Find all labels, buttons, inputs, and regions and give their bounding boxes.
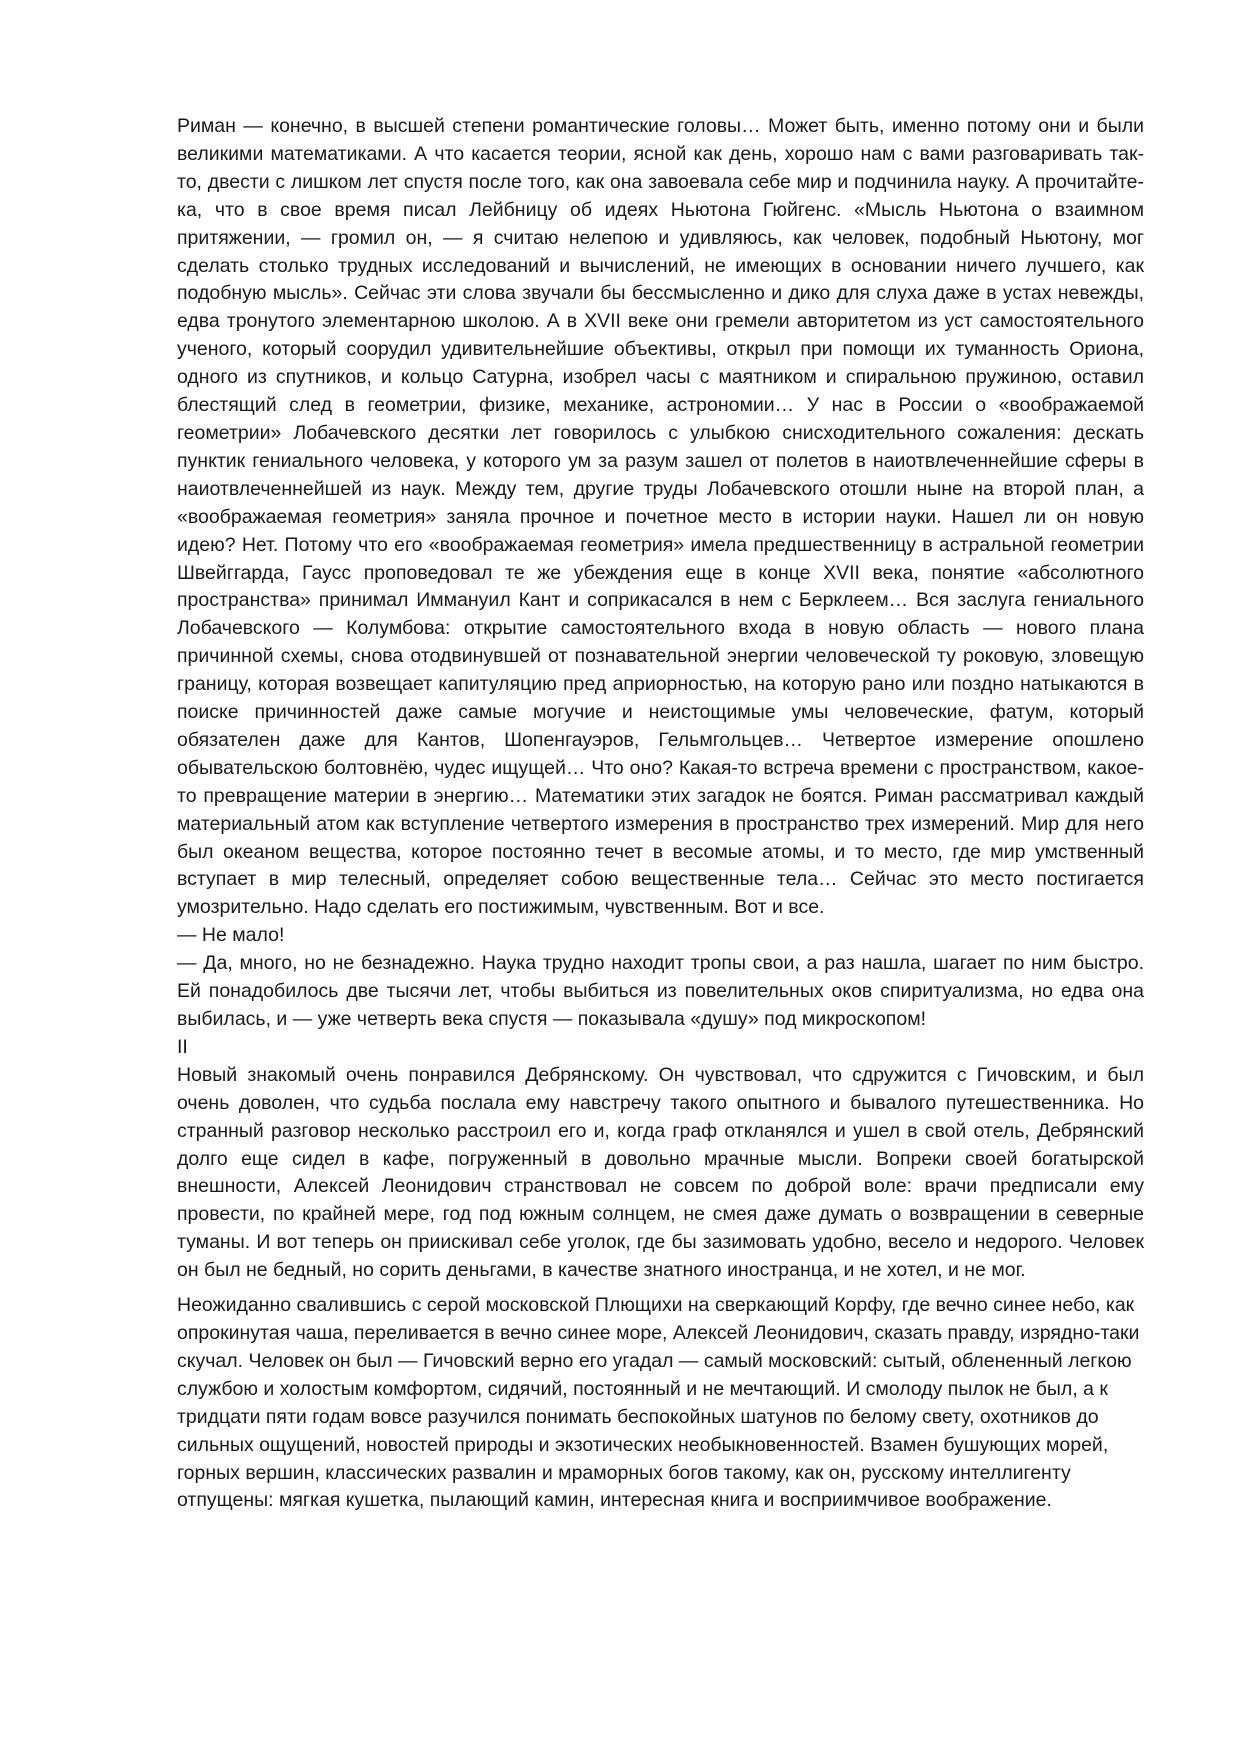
paragraph-corfu: Неожиданно свалившись с серой московской Плющихи на сверкающий Корфу, где вечно синее небо, как опрокинутая чаша, переливается в вечно синее море, Алексей Леонидович, сказать правду, изрядно-таки скучал. Человек он был — Гичовский верно его угадал — самый московский: сытый, облененный легкою службою и холостым комфортом, сидячий, постоянный и не мечтающий. И смолоду пылок не был, а к тридцати пяти годам вовсе разучился понимать беспокойных шатунов по белому свету, охотников до сильных ощущений, новостей природы и экзотических необыкновенностей. Взамен бушующих морей, горных вершин, классических развалин и мраморных богов такому, как он, русскому интеллигенту отпущены: мягкая кушетка, пылающий камин, интересная книга и восприимчивое воображение.: [177, 1294, 1140, 1512]
paragraph-dialogue-2: — Да, много, но не безнадежно. Наука трудно находит тропы свои, а раз нашла, шагает по ним быстро. Ей понадобилось две тысячи лет, чтобы выбиться из повелительных оков спиритуализма, но едва она выбилась, и — уже четверть века спустя — показывала «душу» под микроскопом!: [177, 952, 1144, 1030]
chapter-heading: II: [177, 1035, 188, 1058]
document-page: [177, 113, 1144, 1515]
paragraph-debryansky: Новый знакомый очень понравился Дебрянскому. Он чувствовал, что сдружится с Гичовским, и был очень доволен, что судьба послала ему навстречу такого опытного и бывалого путешественника. Но странный разговор несколько расстроил его и, когда граф откланялся и ушел в свой отель, Дебрянский долго еще сидел в кафе, погруженный в довольно мрачные мысли. Вопреки своей богатырской внешности, Алексей Леонидович странствовал не совсем по доброй воле: врачи предписали ему провести, по крайней мере, год под южным солнцем, не смея даже думать о возвращении в северные туманы. И вот теперь он приискивал себе уголок, где бы зазимовать удобно, весело и недорого. Человек он был не бедный, но сорить деньгами, в качестве знатного иностранца, и не хотел, и не мог.: [177, 1063, 1144, 1282]
paragraph-riemann: Риман — конечно, в высшей степени романтические головы… Может быть, именно потому они и были великими математиками. А что касается теории, ясной как день, хорошо нам с вами разговаривать так-то, двести с лишком лет спустя после того, как она завоевала себе мир и подчинила науку. А прочитайте-ка, что в свое время писал Лейбницу об идеях Ньютона Гюйгенс. «Мысль Ньютона о взаимном притяжении, — громил он, — я считаю нелепою и удивляюсь, как человек, подобный Ньютону, мог сделать столько трудных исследований и вычислений, не имеющих в основании ничего лучшего, как подобную мысль». Сейчас эти слова звучали бы бессмысленно и дико для слуха даже в устах невежды, едва тронутого элементарною школою. А в XVII веке они гремели авторитетом из уст самостоятельного ученого, который соорудил удивительнейшие объективы, открыл при помощи их туманность Ориона, одного из спутников, и кольцо Сатурна, изобрел часы с маятником и спиральною пружиною, оставил блестящий след в геометрии, физике, механике, астрономии… У нас в России о «воображаемой геометрии» Лобачевского десятки лет говорилось с улыбкою снисходительного сожаления: дескать пунктик гениального человека, у которого ум за разум зашел от полетов в наиотвлеченнейшие сферы в наиотвлеченнейшей из наук. Между тем, другие труды Лобачевского отошли ныне на второй план, а «воображаемая геометрия» заняла прочное и почетное место в истории науки. Нашел ли он новую идею? Нет. Потому что его «воображаемая геометрия» имела предшественницу в астральной геометрии Швейггарда, Гаусс проповедовал те же убеждения еще в конце XVII века, понятие «абсолютного пространства» принимал Иммануил Кант и соприкасался в нем с Берклеем… Вся заслуга гениального Лобачевского — Колумбова: открытие самостоятельного входа в новую область — нового плана причинной схемы, снова отодвинувшей от познавательной энергии человеческой ту роковую, зловещую границу, которая возвещает капитуляцию пред априорностью, на которую рано или поздно натыкаются в поиске причинностей даже самые могучие и неистощимые умы человеческие, фатум, который обязателен даже для Кантов, Шопенгауэров, Гельмгольцев… Четвертое измерение опошлено обывательскою болтовнёю, чудес ищущей… Что оно? Какая-то встреча времени с пространством, какое-то превращение материи в энергию… Математики этих загадок не боятся. Риман рассматривал каждый материальный атом как вступление четвертого измерения в пространство трех измерений. Мир для него был океаном вещества, которое постоянно течет в весомые атомы, и то место, где мир умственный вступает в мир телесный, определяет собою вещественные тела… Сейчас это место постигается умозрительно. Надо сделать его постижимым, чувственным. Вот и все.: [177, 115, 1144, 919]
paragraph-dialogue-1: — Не мало!: [177, 924, 285, 947]
